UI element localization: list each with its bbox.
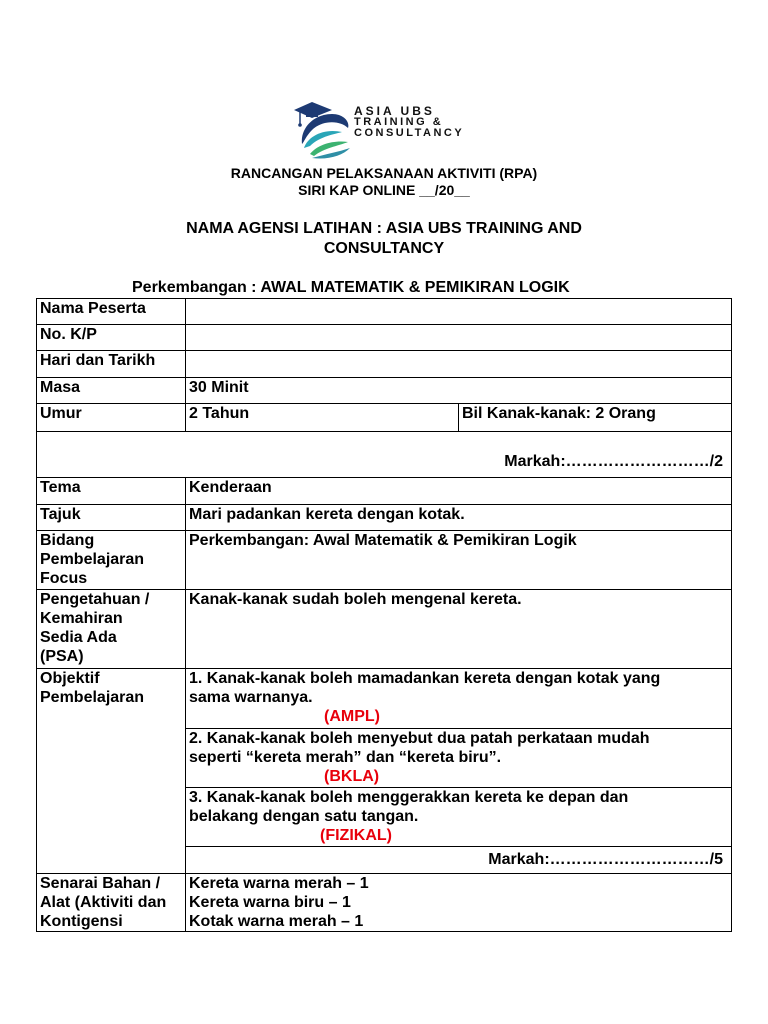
field-psa: Kanak-kanak sudah boleh mengenal kereta. <box>186 590 732 669</box>
row-masa <box>37 378 732 404</box>
objective-3-line-1: 3. Kanak-kanak boleh menggerakkan kereta ke depan dan <box>189 789 629 806</box>
row-umur <box>37 404 732 432</box>
label-psa-line-4: (PSA) <box>40 648 84 665</box>
field-bahan <box>186 874 732 932</box>
label-psa-line-3: Sedia Ada <box>40 629 117 646</box>
row-bahan <box>37 874 732 932</box>
markah-2: Markah:…………………………/5 <box>186 847 732 874</box>
label-psa-line-2: Kemahiran <box>40 610 123 627</box>
field-tema: Kenderaan <box>186 478 732 505</box>
label-tajuk: Tajuk <box>37 505 186 531</box>
rpa-title: RANCANGAN PELAKSANAAN AKTIVITI (RPA) <box>230 165 538 181</box>
row-psa <box>37 590 732 669</box>
row-no-kp <box>37 325 732 351</box>
logo-line-2: TRAINING & <box>354 116 444 128</box>
objective-3-line-2: belakang dengan satu tangan. <box>189 808 419 825</box>
objective-2-line-2: seperti “kereta merah” dan “kereta biru”. <box>189 749 502 766</box>
label-bahan <box>37 874 186 932</box>
label-bidang-line-3: Focus <box>40 570 88 587</box>
label-objektif <box>37 669 186 874</box>
field-bil-kanak-kanak: Bil Kanak-kanak: 2 Orang <box>459 404 732 432</box>
field-no-kp[interactable] <box>186 325 732 351</box>
bahan-item-2: Kereta warna biru – 1 <box>189 894 351 911</box>
objective-2-tag: (BKLA) <box>324 768 380 785</box>
field-umur: 2 Tahun <box>186 404 459 432</box>
field-hari-tarikh[interactable] <box>186 351 732 378</box>
logo-graduation-globe-icon <box>292 98 354 160</box>
label-tema: Tema <box>37 478 186 505</box>
row-tajuk <box>37 505 732 531</box>
row-hari-tarikh <box>37 351 732 378</box>
objective-1-line-2: sama warnanya. <box>189 689 313 706</box>
bahan-item-3: Kotak warna merah – 1 <box>189 913 364 930</box>
rpa-form-table <box>36 298 732 932</box>
agency-line-1: NAMA AGENSI LATIHAN : ASIA UBS TRAINING AND <box>186 220 582 237</box>
objective-3 <box>186 788 732 847</box>
development-heading: Perkembangan : AWAL MATEMATIK & PEMIKIRAN LOGIK <box>132 279 570 296</box>
label-bidang-line-1: Bidang <box>40 532 95 549</box>
objective-1 <box>186 669 732 729</box>
agency-line-2: CONSULTANCY <box>323 240 445 257</box>
row-bidang <box>37 531 732 590</box>
label-bahan-line-1: Senarai Bahan / <box>40 875 161 892</box>
field-masa: 30 Minit <box>186 378 732 404</box>
objective-1-tag: (AMPL) <box>324 708 380 725</box>
label-bidang <box>37 531 186 590</box>
row-tema <box>37 478 732 505</box>
label-bahan-line-3: Kontigensi <box>40 913 123 930</box>
label-bidang-line-2: Pembelajaran <box>40 551 145 568</box>
label-nama-peserta: Nama Peserta <box>37 299 186 325</box>
objective-2-line-1: 2. Kanak-kanak boleh menyebut dua patah perkataan mudah <box>189 730 650 747</box>
objective-1-line-1: 1. Kanak-kanak boleh mamadankan kereta dengan kotak yang <box>189 670 661 687</box>
series-line: SIRI KAP ONLINE __/20__ <box>298 182 470 198</box>
objective-3-tag: (FIZIKAL) <box>320 827 392 844</box>
label-hari-tarikh: Hari dan Tarikh <box>37 351 186 378</box>
label-no-kp: No. K/P <box>37 325 186 351</box>
field-nama-peserta[interactable] <box>186 299 732 325</box>
label-objektif-line-1: Objektif <box>40 670 100 687</box>
label-psa-line-1: Pengetahuan / <box>40 591 150 608</box>
objective-2 <box>186 729 732 788</box>
bahan-item-1: Kereta warna merah – 1 <box>189 875 369 892</box>
row-markah-1 <box>37 432 732 478</box>
row-objektif-1 <box>37 669 732 729</box>
logo-line-1: ASIA UBS <box>354 104 435 118</box>
field-tajuk: Mari padankan kereta dengan kotak. <box>186 505 732 531</box>
label-masa: Masa <box>37 378 186 404</box>
label-bahan-line-2: Alat (Aktiviti dan <box>40 894 167 911</box>
field-bidang: Perkembangan: Awal Matematik & Pemikiran Logik <box>186 531 732 590</box>
label-umur: Umur <box>37 404 186 432</box>
label-objektif-line-2: Pembelajaran <box>40 689 145 706</box>
logo-line-3: CONSULTANCY <box>354 127 465 139</box>
markah-1: Markah:………………………/2 <box>37 432 732 478</box>
company-logo <box>292 98 482 160</box>
row-nama-peserta <box>37 299 732 325</box>
label-psa <box>37 590 186 669</box>
